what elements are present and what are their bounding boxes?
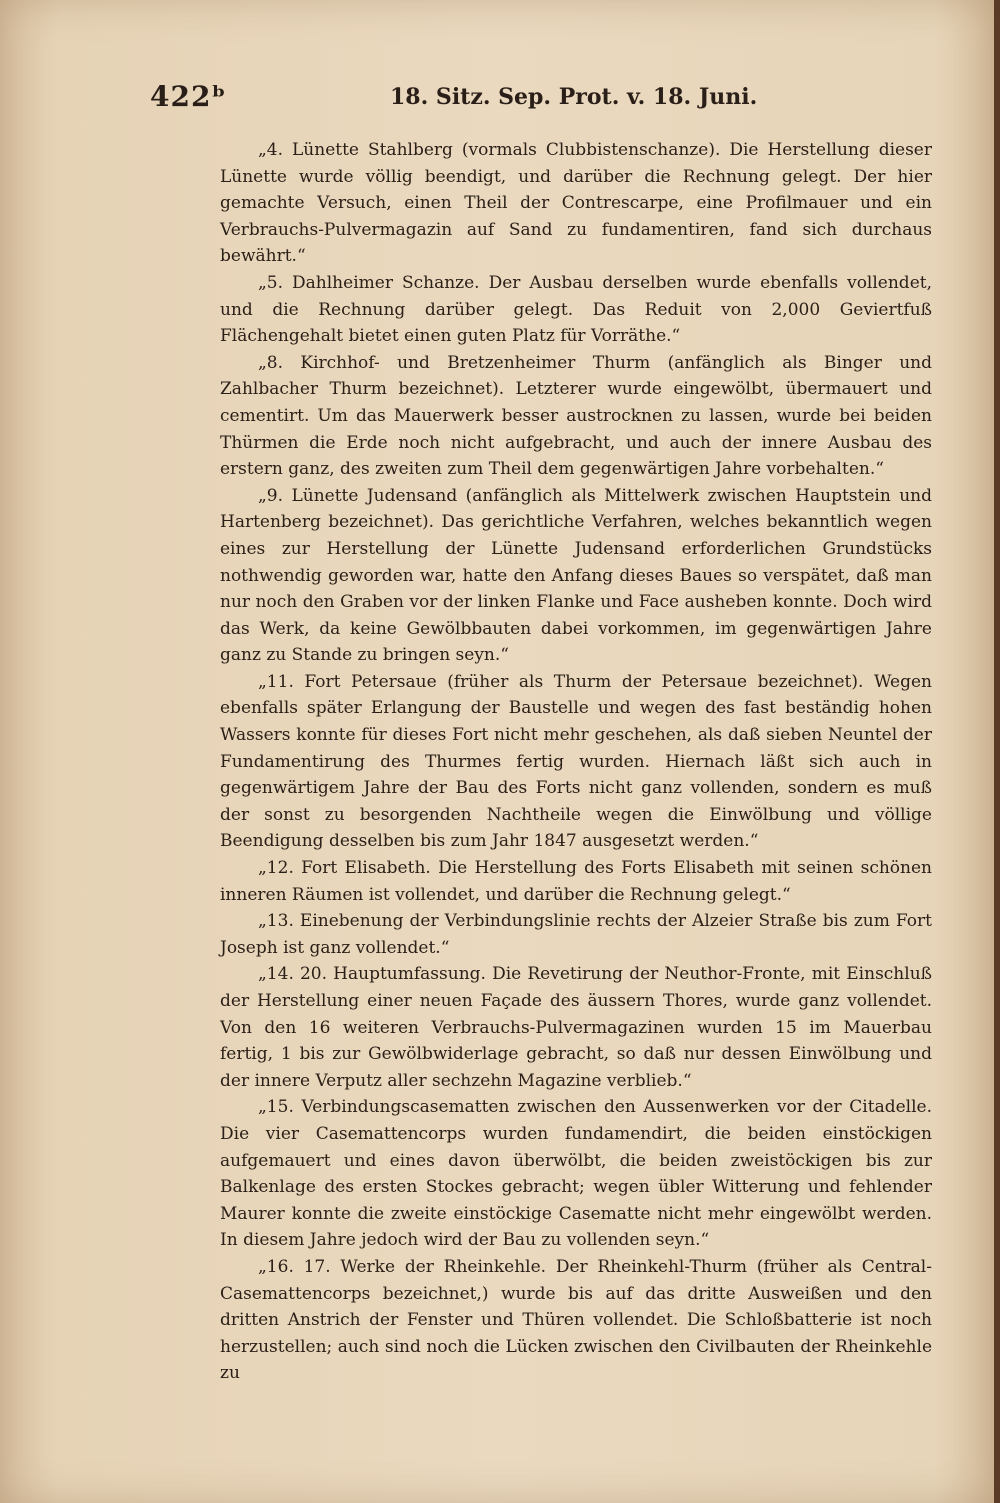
running-title: 18. Sitz. Sep. Prot. v. 18. Juni. — [390, 84, 758, 110]
page-number: 422ᵇ — [150, 80, 227, 113]
paragraph-4: „4. Lünette Stahlberg (vormals Clubbistenschanze). Die Herstellung dieser Lünette wurde völlig beendigt, und darüber die Rechnung gelegt. Der hier gemachte Versuch, einen Theil der Contrescarpe, eine Profilmauer und ein Verbrauchs-Pulvermagazin auf Sand zu fundamentiren, fand sich durchaus bewährt.“ — [220, 140, 932, 267]
paragraph-15: „15. Verbindungscasematten zwischen den Aussenwerken vor der Citadelle. Die vier Casemattencorps wurden fundamendirt, die beiden einstöckigen aufgemauert und eines davon überwölbt, die beiden zweistöckigen bis zur Balkenlage des ersten Stockes gebracht; wegen übler Witterung und fehlender Maurer konnte die zweite einstöckige Casematte nicht mehr eingewölbt werden. In diesem Jahre jedoch wird der Bau zu vollenden seyn.“ — [220, 1097, 932, 1251]
paragraph-8: „8. Kirchhof- und Bretzenheimer Thurm (anfänglich als Binger und Zahlbacher Thurm bezeichnet). Letzterer wurde eingewölbt, übermauert und cementirt. Um das Mauerwerk besser austrocknen zu lassen, wurde bei beiden Thürmen die Erde noch nicht aufgebracht, und auch der innere Ausbau des erstern ganz, des zweiten zum Theil dem gegenwärtigen Jahre vorbehalten.“ — [220, 352, 932, 480]
page-edge — [994, 0, 1000, 1503]
paragraph-13: „13. Einebenung der Verbindungslinie rechts der Alzeier Straße bis zum Fort Joseph ist ganz vollendet.“ — [220, 911, 932, 958]
paragraph-9: „9. Lünette Judensand (anfänglich als Mittelwerk zwischen Hauptstein und Hartenberg bezeichnet). Das gerichtliche Verfahren, welches bekanntlich wegen eines zur Herstellung der Lünette Judensand erforderlichen Grundstücks nothwendig geworden war, hatte den Anfang dieses Baues so verspätet, daß man nur noch den Graben vor der linken Flanke und Face ausheben konnte. Doch wird das Werk, da keine Gewölbbauten dabei vorkommen, im gegenwärtigen Jahre ganz zu Stande zu bringen seyn.“ — [220, 485, 932, 666]
paragraph-11: „11. Fort Petersaue (früher als Thurm der Petersaue bezeichnet). Wegen ebenfalls später Erlangung der Baustelle und wegen des fast beständig hohen Wassers konnte für dieses Fort nicht mehr geschehen, als daß sieben Neuntel der Fundamentirung des Thurmes fertig wurden. Hiernach läßt sich auch in gegenwärtigem Jahre der Bau des Forts nicht ganz vollenden, sondern es muß der sonst zu besorgenden Nachtheile wegen die Einwölbung und völlige Beendigung desselben bis zum Jahr 1847 ausgesetzt werden.“ — [220, 671, 932, 852]
paragraph-5: „5. Dahlheimer Schanze. Der Ausbau derselben wurde ebenfalls vollendet, und die Rechnung darüber gelegt. Das Reduit von 2,000 Geviertfuß Flächengehalt bietet einen guten Platz für Vorräthe.“ — [220, 272, 932, 347]
paragraph-12: „12. Fort Elisabeth. Die Herstellung des Forts Elisabeth mit seinen schönen inneren Räumen ist vollendet, und darüber die Rechnung gelegt.“ — [220, 858, 932, 905]
paragraph-14-20: „14. 20. Hauptumfassung. Die Revetirung der Neuthor-Fronte, mit Einschluß der Herstellung einer neuen Façade des äussern Thores, wurde ganz vollendet. Von den 16 weiteren Verbrauchs-Pulvermagazinen wurden 15 im Mauerbau fertig, 1 bis zur Gewölbwiderlage gebracht, so daß nur dessen Einwölbung und der innere Verputz aller sechzehn Magazine verblieb.“ — [220, 964, 932, 1091]
body-text — [220, 137, 932, 1387]
paragraph-16-17: „16. 17. Werke der Rheinkehle. Der Rheinkehl-Thurm (früher als Central-Casemattencorps bezeichnet,) wurde bis auf das dritte Ausweißen und den dritten Anstrich der Fenster und Thüren vollendet. Die Schloßbatterie ist noch herzustellen; auch sind noch die Lücken zwischen den Civilbauten der Rheinkehle zu — [220, 1256, 932, 1384]
page-header — [150, 80, 940, 120]
